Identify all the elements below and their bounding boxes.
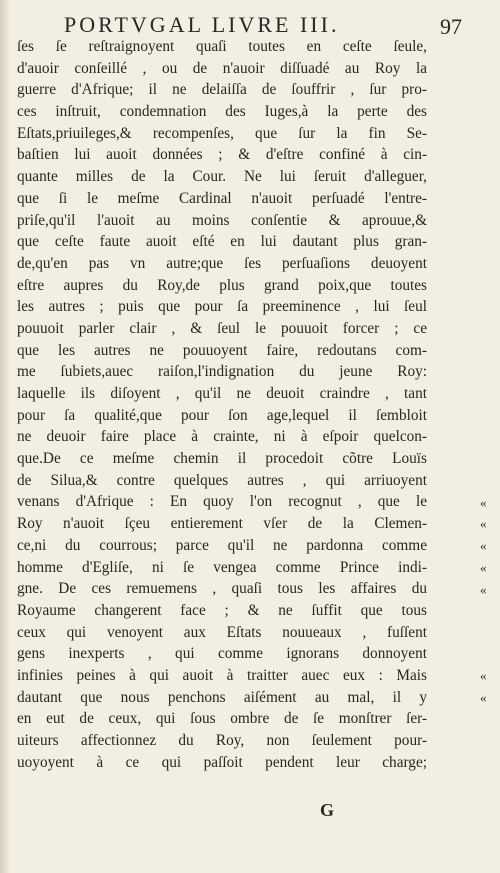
quotation-mark: « <box>480 668 487 684</box>
text-line: ne deuoir faire place à crainte, ni à eſpoir quelcon- <box>17 428 427 446</box>
text-line: ceux qui venoyent aux Eſtats nouueaux , fuſſent <box>17 623 427 641</box>
text-line: infinies peines à qui auoit à traitter auec eux : Mais <box>17 666 427 684</box>
text-line: pouuoit parler clair , & ſeul le pouuoit forcer ; ce <box>17 319 427 337</box>
text-line: ſes ſe reſtraignoyent quaſi toutes en ceſte ſeule, <box>17 38 427 55</box>
text-line: en eut de ceux, qui ſous ombre de ſe monſtrer ſer- <box>17 710 427 728</box>
text-line: que ceſte faute auoit eſté en lui dautant plus gran- <box>17 233 427 251</box>
text-line: laquelle ils diſoyent , qu'il ne deuoit craindre , tant <box>17 385 427 402</box>
running-title: PORTVGAL LIVRE III. <box>64 12 340 37</box>
quotation-mark: « <box>480 516 487 532</box>
text-line: que les autres ne pouuoyent faire, redoutans com- <box>17 341 427 359</box>
text-line: quante milles de la Cour. Ne lui ſeruit d'alleguer, <box>17 168 427 186</box>
text-line: les autres ; puis que pour ſa preeminence , lui ſeul <box>17 298 427 316</box>
signature-mark: G <box>320 800 335 820</box>
quotation-mark: « <box>480 559 487 575</box>
text-line: uoyoyent à ce qui paſſoit pendent leur charge; <box>17 753 427 771</box>
text-line: baſtien lui auoit données ; & d'eſtre confiné à cin- <box>17 146 427 164</box>
text-line: me ſubiets,auec raiſon,l'indignation du jeune Roy: <box>17 363 427 381</box>
text-line: gens inexperts , qui comme ignorans donnoyent <box>17 645 427 663</box>
text-line: pour ſa qualité,que pour ſon age,lequel il ſembloit <box>17 406 427 424</box>
text-line: eſtre aupres du Roy,de plus grand poix,que toutes <box>17 276 427 294</box>
text-line: Roy n'auoit ſçeu entierement vſer de la Clemen- <box>17 515 427 533</box>
text-line: d'auoir conſeillé , ou de n'auoir diſſuadé au Roy la <box>17 59 427 77</box>
text-line: Royaume changerent face ; & ne ſuffit que tous <box>17 601 427 619</box>
quotation-mark: « <box>480 581 487 597</box>
text-line: que.De ce meſme chemin il procedoit cõtre Louïs <box>17 450 427 468</box>
text-line: de,qu'en pas vn autre;que ſes perſuaſions deuoyent <box>17 254 427 272</box>
quotation-mark: « <box>480 690 487 705</box>
text-line: priſe,qu'il l'auoit au moins conſentie & aprouue,& <box>17 211 427 229</box>
text-line: de Silua,& contre quelques autres , qui arriuoyent <box>17 471 427 489</box>
quotation-mark: « <box>480 538 487 554</box>
text-line: venans d'Afrique : En quoy l'on recognut , que le <box>17 493 427 511</box>
text-line: ce,ni du courrous; parce qu'il ne pardonna comme <box>17 536 427 554</box>
page-number: 97 <box>440 14 462 39</box>
text-line: ces inſtruit, condemnation des Iuges,à la perte des <box>17 103 427 121</box>
text-line: guerre d'Afrique; il ne delaiſſa de ſouffrir , ſur pro- <box>17 81 427 99</box>
body-text <box>17 36 427 773</box>
text-line: homme d'Egliſe, ni ſe vengea comme Prince indi- <box>17 558 427 576</box>
text-line: que ſi le meſme Cardinal n'auoit perſuadé l'entre- <box>17 189 427 207</box>
quotation-mark: « <box>480 494 487 510</box>
gutter-shadow <box>0 0 10 873</box>
text-line: dautant que nous penchons aiſément au mal, il y <box>17 688 427 706</box>
text-line: Eſtats,priuileges,& recompenſes, que ſur la fin Se- <box>17 124 427 142</box>
text-line: uiteurs affectionnez du Roy, non ſeulement pour- <box>17 732 427 749</box>
text-line: gne. De ces remuemens , quaſi tous les affaires du <box>17 580 427 598</box>
